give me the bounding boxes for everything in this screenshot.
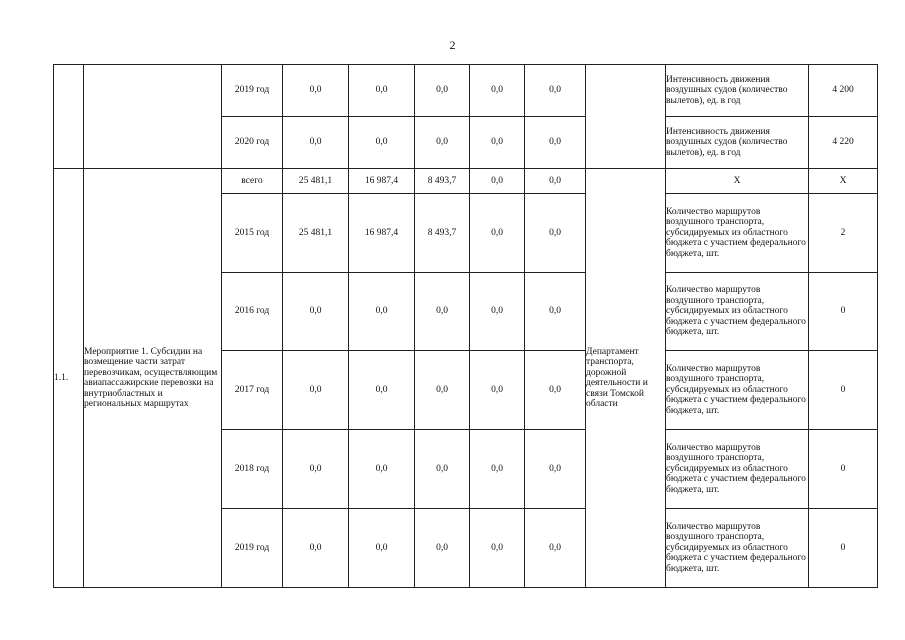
indicator-cell: Количество маршрутов воздушного транспорта, субсидируемых из областного бюджета с участием федерального бюджета, шт.: [666, 430, 809, 509]
table-row: [54, 65, 878, 117]
indicator-cell: Интенсивность движения воздушных судов (количество вылетов), ед. в год: [666, 65, 809, 117]
year-cell: 2017 год: [222, 351, 283, 430]
year-cell: всего: [222, 169, 283, 194]
value-cell: 0,0: [525, 65, 586, 117]
empty-name-cell: [84, 65, 222, 169]
value-cell: 0,0: [283, 351, 349, 430]
value-cell: 0,0: [415, 117, 470, 169]
value-cell: 0,0: [525, 351, 586, 430]
value-cell: 0,0: [470, 351, 525, 430]
value-cell: 16 987,4: [349, 169, 415, 194]
indicator-value-cell: 0: [809, 430, 878, 509]
empty-num-cell: [54, 65, 84, 169]
value-cell: 0,0: [415, 509, 470, 588]
year-cell: 2015 год: [222, 194, 283, 273]
indicator-cell: Количество маршрутов воздушного транспорта, субсидируемых из областного бюджета с участием федерального бюджета, шт.: [666, 273, 809, 351]
value-cell: 0,0: [415, 351, 470, 430]
value-cell: 0,0: [283, 430, 349, 509]
value-cell: 0,0: [525, 194, 586, 273]
value-cell: 0,0: [349, 509, 415, 588]
value-cell: 0,0: [525, 273, 586, 351]
page-number: 2: [449, 38, 456, 52]
value-cell: 0,0: [349, 117, 415, 169]
value-cell: 25 481,1: [283, 169, 349, 194]
value-cell: 25 481,1: [283, 194, 349, 273]
executor-cell: Департамент транспорта, дорожной деятельности и связи Томской области: [586, 169, 666, 588]
value-cell: 8 493,7: [415, 169, 470, 194]
empty-executor-cell: [586, 65, 666, 169]
value-cell: 8 493,7: [415, 194, 470, 273]
value-cell: 0,0: [525, 509, 586, 588]
table-row: [54, 169, 878, 194]
value-cell: 0,0: [470, 509, 525, 588]
year-cell: 2019 год: [222, 509, 283, 588]
value-cell: 0,0: [525, 430, 586, 509]
value-cell: 0,0: [283, 65, 349, 117]
indicator-cell: Интенсивность движения воздушных судов (количество вылетов), ед. в год: [666, 117, 809, 169]
year-cell: 2016 год: [222, 273, 283, 351]
value-cell: 0,0: [470, 273, 525, 351]
value-cell: 0,0: [415, 273, 470, 351]
indicator-value-cell: 0: [809, 509, 878, 588]
value-cell: 0,0: [349, 351, 415, 430]
indicator-cell: Количество маршрутов воздушного транспорта, субсидируемых из областного бюджета с участием федерального бюджета, шт.: [666, 194, 809, 273]
value-cell: 0,0: [283, 273, 349, 351]
value-cell: 0,0: [283, 509, 349, 588]
value-cell: 0,0: [349, 430, 415, 509]
year-cell: 2020 год: [222, 117, 283, 169]
measure-name: Мероприятие 1. Субсидии на возмещение части затрат перевозчикам, осуществляющим авиапассажирские перевозки на внутриобластных и региональных маршрутах: [84, 169, 222, 588]
indicator-cell: Количество маршрутов воздушного транспорта, субсидируемых из областного бюджета с участием федерального бюджета, шт.: [666, 509, 809, 588]
value-cell: 0,0: [525, 169, 586, 194]
value-cell: 16 987,4: [349, 194, 415, 273]
indicator-cell: Количество маршрутов воздушного транспорта, субсидируемых из областного бюджета с участием федерального бюджета, шт.: [666, 351, 809, 430]
value-cell: 0,0: [470, 169, 525, 194]
indicator-value-cell: 0: [809, 273, 878, 351]
value-cell: 0,0: [349, 273, 415, 351]
value-cell: 0,0: [470, 117, 525, 169]
value-cell: 0,0: [470, 194, 525, 273]
indicator-cell: Х: [666, 169, 809, 194]
value-cell: 0,0: [415, 430, 470, 509]
indicator-value-cell: 4 220: [809, 117, 878, 169]
value-cell: 0,0: [415, 65, 470, 117]
measure-number: 1.1.: [54, 169, 84, 588]
year-cell: 2019 год: [222, 65, 283, 117]
value-cell: 0,0: [525, 117, 586, 169]
value-cell: 0,0: [470, 430, 525, 509]
indicator-value-cell: 4 200: [809, 65, 878, 117]
value-cell: 0,0: [470, 65, 525, 117]
indicator-value-cell: Х: [809, 169, 878, 194]
year-cell: 2018 год: [222, 430, 283, 509]
value-cell: 0,0: [349, 65, 415, 117]
value-cell: 0,0: [283, 117, 349, 169]
program-table: [53, 64, 878, 588]
indicator-value-cell: 0: [809, 351, 878, 430]
indicator-value-cell: 2: [809, 194, 878, 273]
